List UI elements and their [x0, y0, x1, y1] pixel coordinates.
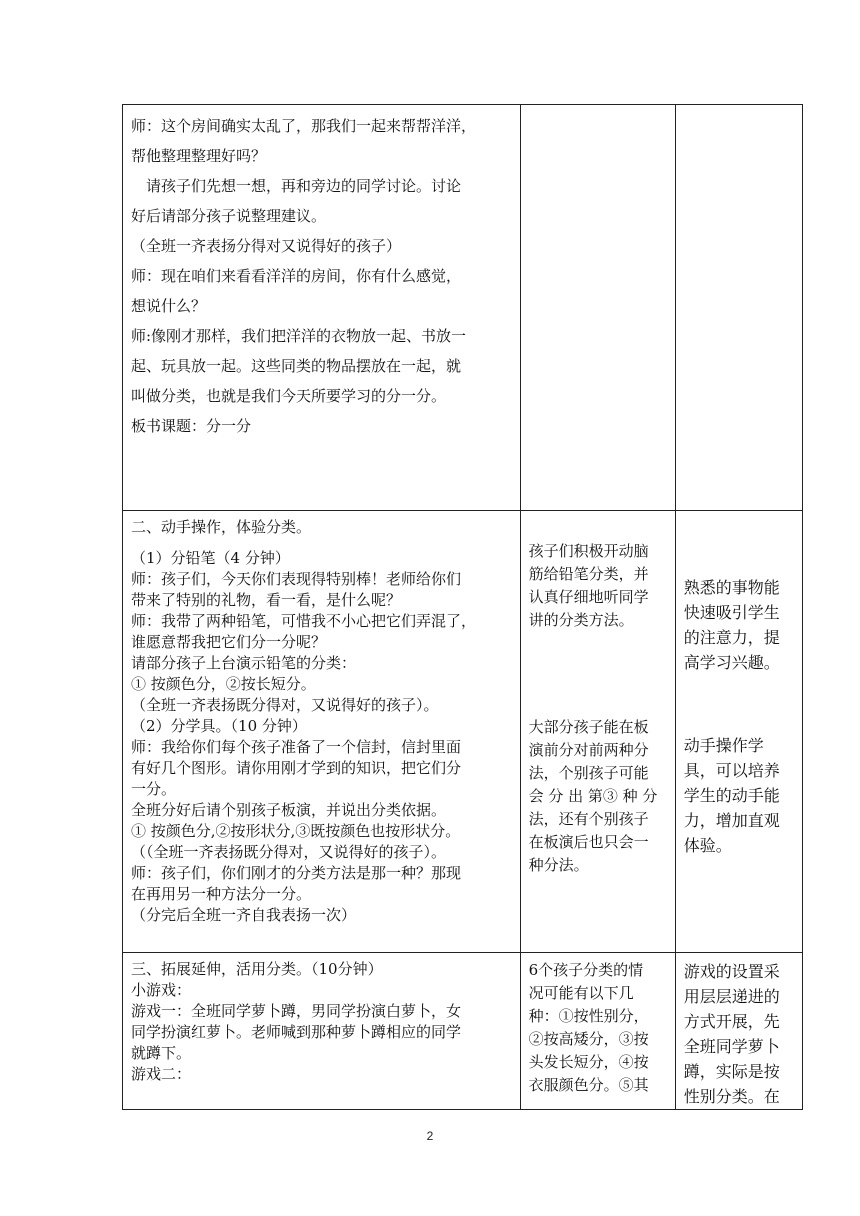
text-line: 具，可以培养: [683, 761, 780, 780]
text-line: 大部分孩子能在板: [528, 718, 649, 736]
activity-cell: [123, 105, 521, 511]
text-line: 衣服颜色分。⑤其: [528, 1076, 649, 1094]
text-line: 全班分好后请个别孩子板演，并说出分类依据。: [131, 801, 447, 819]
text-line: 叫做分类，也就是我们今天所要学习的分一分。: [131, 387, 447, 405]
text-line: 同学扮演红萝卜。老师喊到那种萝卜蹲相应的同学: [131, 1023, 462, 1041]
student-cell: [520, 105, 675, 511]
text-line: 认真仔细地听同学: [528, 588, 649, 606]
text-line: 法，个别孩子可能: [528, 764, 649, 782]
text-line: 性别分类。在: [683, 1087, 780, 1106]
text-line: 谁愿意帮我把它们分一分呢？: [131, 633, 327, 651]
design-intent-text: [676, 953, 802, 1109]
text-line: 师：我给你们每个孩子准备了一个信封，信封里面: [131, 738, 462, 756]
text-line: 请部分孩子上台演示铅笔的分类：: [131, 654, 357, 672]
text-line: 的注意力，提: [683, 628, 780, 647]
text-line: 用层层递进的: [683, 987, 780, 1006]
text-line: 三、拓展延伸，活用分类。（10分钟）: [131, 960, 383, 978]
text-line: 种分法。: [528, 856, 589, 874]
text-line: 种：①按性别分，: [528, 1007, 649, 1025]
text-line: ① 按颜色分,②按形状分,③既按颜色也按形状分。: [131, 822, 461, 840]
text-line: （全班一齐表扬既分得对，又说得好的孩子）。: [131, 696, 439, 714]
text-line: ②按高矮分，③按: [528, 1030, 649, 1048]
student-response-text: [521, 511, 675, 877]
text-line: （2）分学具。（10 分钟）: [131, 717, 307, 735]
student-response-text: [521, 953, 675, 1097]
text-line: 蹲，实际是按: [683, 1062, 780, 1081]
activity-text: [123, 511, 520, 926]
text-line: 游戏二：: [131, 1065, 192, 1083]
text-line: 力，增加直观: [683, 811, 780, 830]
text-line: 帮他整理整理好吗？: [131, 147, 267, 165]
text-line: 学生的动手能: [683, 786, 780, 805]
activity-text: [123, 953, 520, 1085]
text-line: ① 按颜色分，②按长短分。: [131, 675, 316, 693]
text-line: 在再用另一种方法分一分。: [131, 885, 312, 903]
page-number: 2: [426, 1129, 434, 1143]
text-line: （全班一齐表扬分得对又说得好的孩子）: [131, 237, 402, 255]
text-line: 游戏的设置采: [683, 962, 780, 981]
text-line: 师：孩子们，你们刚才的分类方法是那一种？那现: [131, 864, 462, 882]
table-row: [123, 953, 803, 1110]
text-line: 法，还有个别孩子: [528, 810, 649, 828]
student-cell: [520, 511, 675, 953]
table-row: [123, 511, 803, 953]
text-line: 动手操作学: [683, 736, 764, 755]
text-line: 一分。: [131, 780, 177, 798]
intent-cell: [675, 511, 802, 953]
text-line: 师:像刚才那样，我们把洋洋的衣物放一起、书放一: [131, 327, 467, 345]
text-line: 孩子们积极开动脑: [528, 542, 649, 560]
student-cell: [520, 953, 675, 1110]
activity-cell: [123, 953, 521, 1110]
text-line: 会 分 出 第③ 种 分: [528, 787, 658, 805]
text-line: 师：孩子们，今天你们表现得特别棒！老师给你们: [131, 570, 462, 588]
text-line: 方式开展，先: [683, 1012, 780, 1031]
text-line: 师：我带了两种铅笔，可惜我不小心把它们弄混了，: [131, 612, 477, 630]
text-line: 好后请部分孩子说整理建议。: [131, 207, 327, 225]
text-line: 高学习兴趣。: [683, 653, 780, 672]
intent-cell: [675, 105, 802, 511]
text-line: 就蹲下。: [131, 1044, 192, 1062]
text-line: 6个孩子分类的情: [528, 961, 644, 979]
text-line: 况可能有以下几: [528, 984, 634, 1002]
text-line: 体验。: [683, 836, 732, 855]
lesson-plan-table: [122, 104, 803, 1110]
text-line: 起、玩具放一起。这些同类的物品摆放在一起，就: [131, 357, 462, 375]
text-line: 师：这个房间确实太乱了，那我们一起来帮帮洋洋，: [131, 117, 477, 135]
text-line: 带来了特别的礼物，看一看，是什么呢？: [131, 591, 402, 609]
text-line: （（全班一齐表扬既分得对，又说得好的孩子）。: [131, 843, 447, 861]
text-line: 讲的分类方法。: [528, 611, 634, 629]
text-line: 想说什么？: [131, 297, 207, 315]
table-row: [123, 105, 803, 511]
text-line: 熟悉的事物能: [683, 578, 780, 597]
design-intent-text: [676, 511, 802, 858]
text-line: （1）分铅笔（4 分钟）: [131, 549, 290, 567]
text-line: 板书课题：分一分: [131, 417, 252, 435]
text-line: 师：现在咱们来看看洋洋的房间，你有什么感觉，: [131, 267, 462, 285]
text-line: （分完后全班一齐自我表扬一次）: [131, 906, 357, 924]
text-line: 游戏一：全班同学萝卜蹲，男同学扮演白萝卜，女: [131, 1002, 462, 1020]
text-line: 筋给铅笔分类，并: [528, 565, 649, 583]
text-line: 全班同学萝卜: [683, 1037, 780, 1056]
text-line: 请孩子们先想一想，再和旁边的同学讨论。讨论: [131, 177, 462, 195]
text-line: 有好几个图形。请你用刚才学到的知识，把它们分: [131, 759, 462, 777]
text-line: 快速吸引学生: [683, 603, 780, 622]
text-line: 演前分对前两种分: [528, 741, 649, 759]
intent-cell: [675, 953, 802, 1110]
text-line: 在板演后也只会一: [528, 833, 649, 851]
activity-cell: [123, 511, 521, 953]
text-line: 头发长短分，④按: [528, 1053, 649, 1071]
text-line: 二、动手操作，体验分类。: [131, 518, 312, 536]
activity-text: [123, 105, 520, 441]
text-line: 小游戏：: [131, 981, 192, 999]
